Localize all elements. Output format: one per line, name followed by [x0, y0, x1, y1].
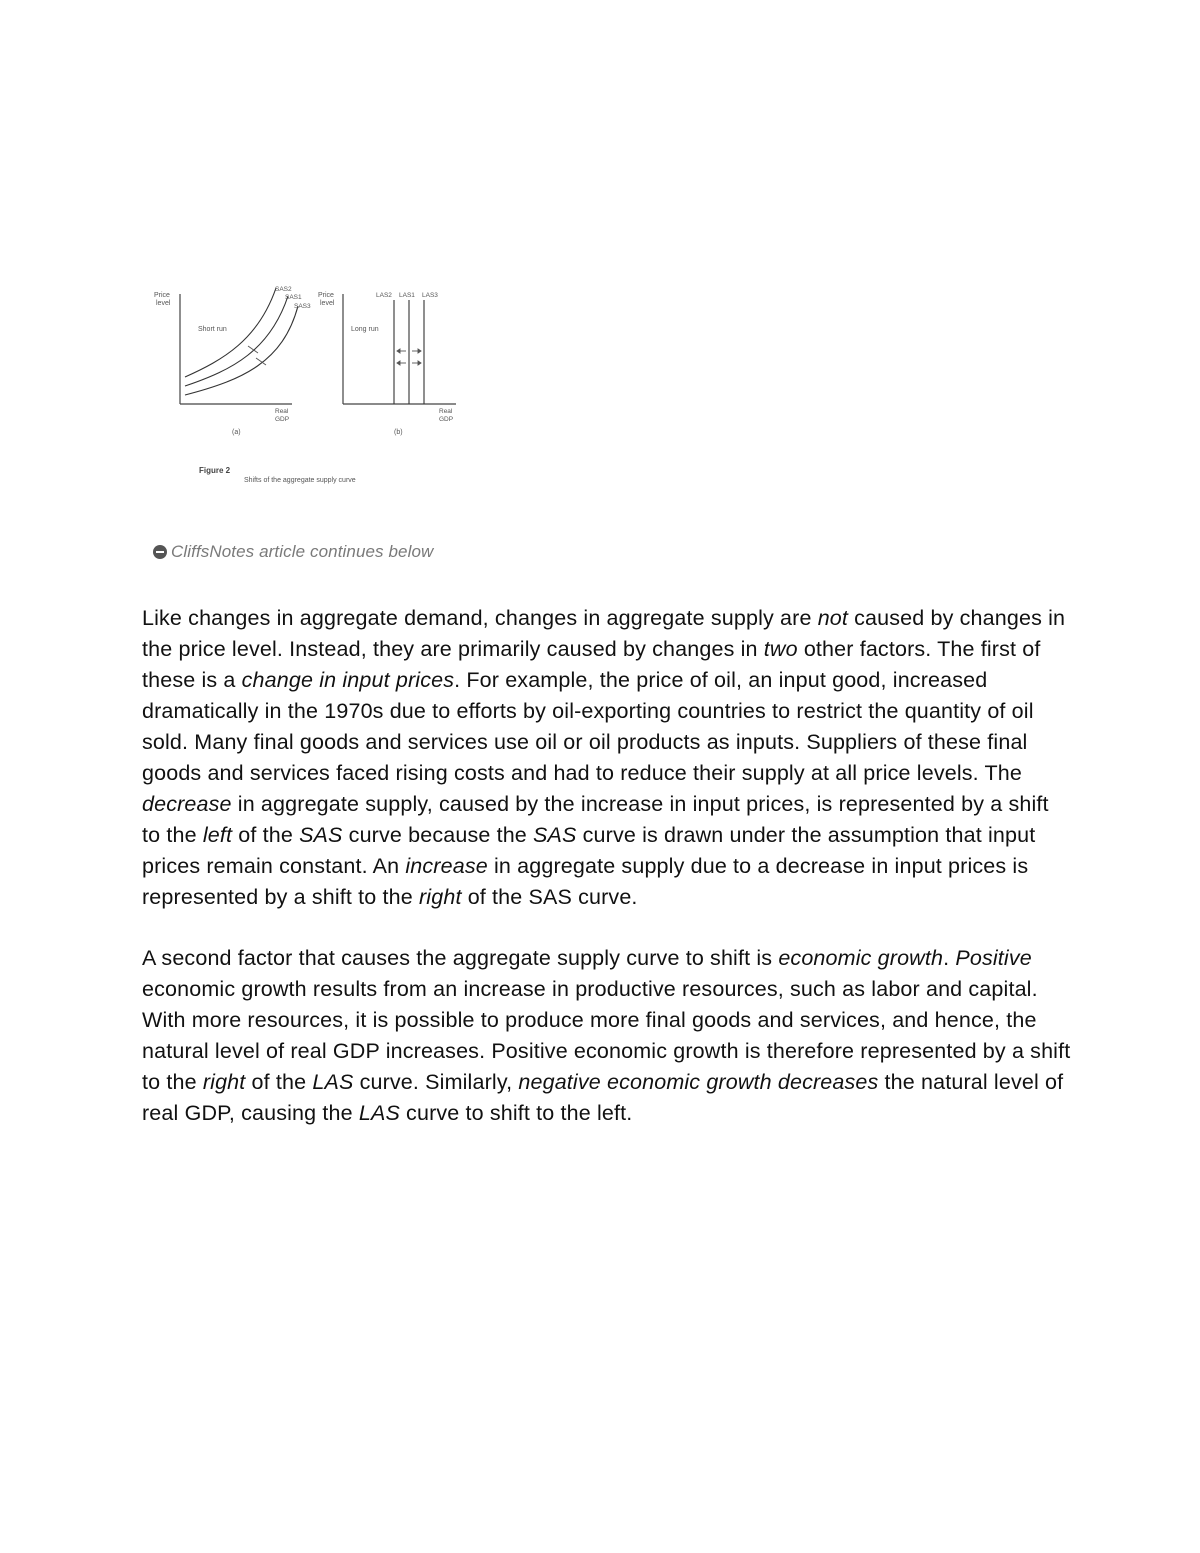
sas1-curve	[185, 296, 288, 386]
sas3-label: SAS3	[294, 303, 311, 310]
panel-a-y-label-1: Price	[154, 292, 170, 299]
emphasis-text: not	[817, 606, 849, 630]
panel-b-y-label-2: level	[320, 300, 335, 307]
las1-label: LAS1	[399, 292, 415, 299]
continue-note	[153, 542, 433, 562]
las2-label: LAS2	[376, 292, 392, 299]
continue-note-text: CliffsNotes article continues below	[171, 542, 434, 561]
emphasis-text: right	[202, 1070, 246, 1094]
body-text: curve because the	[342, 823, 534, 847]
sas2-label: SAS2	[275, 286, 292, 293]
panel-a	[154, 286, 311, 436]
panel-b	[318, 292, 456, 436]
aggregate-supply-figure	[148, 280, 468, 490]
emphasis-text: left	[202, 823, 233, 847]
body-text: curve to shift to the left.	[399, 1101, 633, 1125]
panel-b-label: (b)	[394, 429, 403, 436]
body-text: other factors. The first of these is a	[142, 637, 1041, 692]
panel-b-x-label-1: Real	[439, 408, 453, 415]
emphasis-text: two	[763, 637, 798, 661]
body-text: economic growth results from an increase in productive resources, such as labor and capital. With more resources, it is possible to produce more final goods and services, and hence, the natural level of real GDP increases. Positive economic growth is therefore represented by a shift to the	[142, 977, 1071, 1094]
paragraph-economic-growth	[142, 943, 1072, 1129]
emphasis-text: change in input prices	[241, 668, 455, 692]
sas1-label: SAS1	[285, 294, 302, 301]
article-body	[142, 603, 1072, 1159]
body-text: in aggregate supply, caused by the increase in input prices, is represented by a shift to the	[142, 792, 1049, 847]
body-text: curve. Similarly,	[353, 1070, 519, 1094]
body-text: of the	[245, 1070, 313, 1094]
panel-a-region-label: Short run	[198, 326, 227, 333]
figure-caption-label: Figure 2	[199, 466, 231, 475]
figure-graphic	[148, 280, 468, 490]
panel-a-x-label-1: Real	[275, 408, 289, 415]
panel-b-region-label: Long run	[351, 326, 379, 333]
body-text: of the SAS curve.	[461, 885, 638, 909]
body-text: .	[943, 946, 956, 970]
figure-caption-text: Shifts of the aggregate supply curve	[244, 477, 356, 484]
body-text: curve is drawn under the assumption that input prices remain constant. An	[142, 823, 1036, 878]
emphasis-text: SAS	[533, 823, 577, 847]
panel-b-y-label-1: Price	[318, 292, 334, 299]
emphasis-text: right	[419, 885, 462, 909]
sas3-curve	[185, 306, 298, 395]
emphasis-text: economic growth	[778, 946, 944, 970]
body-text: Like changes in aggregate demand, changes in aggregate supply are	[142, 606, 818, 630]
las3-label: LAS3	[422, 292, 438, 299]
panel-a-x-label-2: GDP	[275, 416, 290, 423]
body-text: caused by changes in the price level. Instead, they are primarily caused by changes in	[142, 606, 1066, 661]
emphasis-text: Positive	[955, 946, 1032, 970]
body-text: . For example, the price of oil, an input good, increased dramatically in the 1970s due to efforts by oil-exporting countries to restrict the quantity of oil sold. Many final goods and services use oil or oil products as inputs. Suppliers of these final goods and services faced rising costs and had to reduce their supply at all price levels. The	[142, 668, 1034, 785]
paragraph-input-prices	[142, 603, 1072, 913]
minus-circle-icon	[153, 545, 167, 559]
body-text: of the	[232, 823, 300, 847]
body-text: the natural level of real GDP, causing the	[142, 1070, 1064, 1125]
emphasis-text: increase	[405, 854, 488, 878]
panel-a-y-label-2: level	[156, 300, 171, 307]
emphasis-text: LAS	[312, 1070, 354, 1094]
panel-a-label: (a)	[232, 429, 241, 436]
emphasis-text: negative economic growth decreases	[518, 1070, 879, 1094]
emphasis-text: SAS	[299, 823, 343, 847]
emphasis-text: LAS	[358, 1101, 400, 1125]
panel-b-x-label-2: GDP	[439, 416, 454, 423]
emphasis-text: decrease	[142, 792, 232, 816]
body-text: in aggregate supply due to a decrease in input prices is represented by a shift to the	[142, 854, 1029, 909]
body-text: A second factor that causes the aggregate supply curve to shift is	[142, 946, 779, 970]
